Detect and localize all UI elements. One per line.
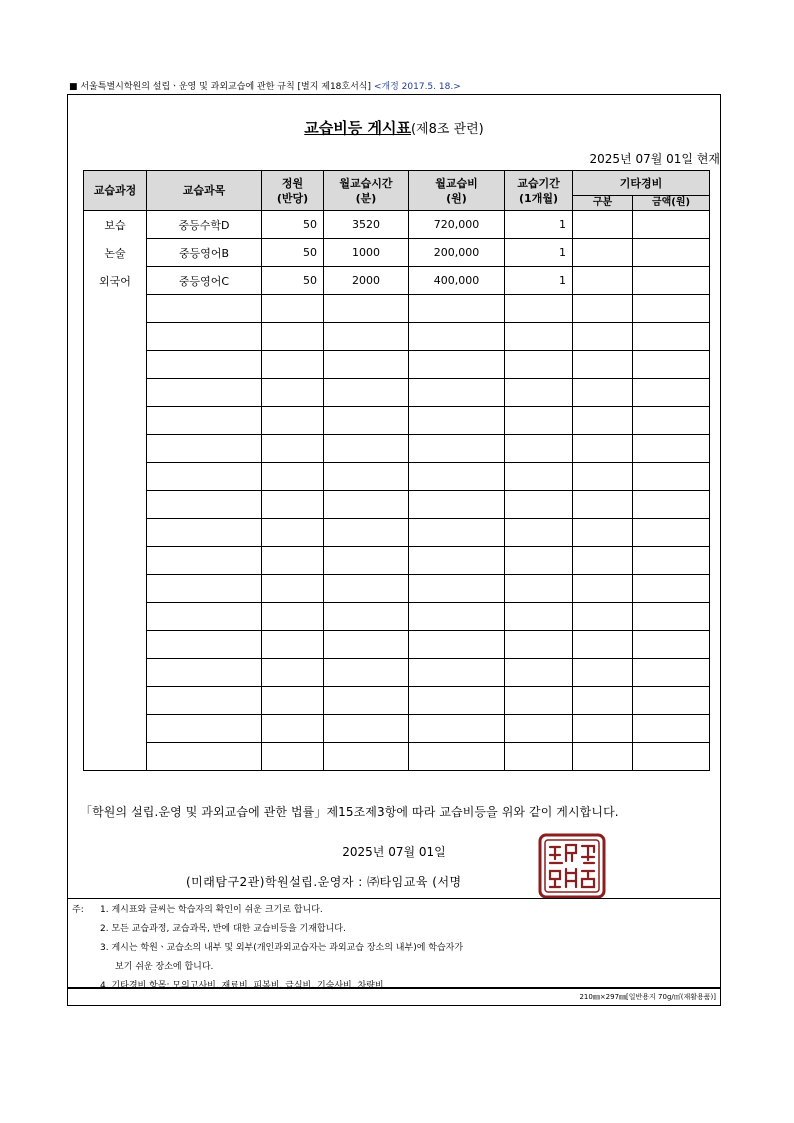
header-capacity (262, 171, 324, 211)
header-hours (324, 171, 409, 211)
table-row-empty (84, 687, 710, 715)
empty-cell (324, 687, 409, 715)
other-amount-cell (633, 239, 710, 267)
empty-cell (324, 743, 409, 771)
posting-statement: 「학원의 설립.운영 및 과외교습에 관한 법률」제15조제3항에 따라 교습비등을 위와 같이 게시합니다. (80, 805, 619, 819)
notes-divider (68, 898, 720, 899)
empty-cell (262, 547, 324, 575)
empty-cell (409, 463, 505, 491)
empty-cell (262, 351, 324, 379)
empty-cell (409, 575, 505, 603)
operator-line: (미래탐구2관)학원설립.운영자 : ㈜타임교육 (서명 (186, 875, 462, 889)
header-hours-line2: (분) (355, 191, 377, 205)
empty-cell (633, 435, 710, 463)
as-of-date: 2025년 07월 01일 현재 (589, 152, 720, 166)
form-frame (67, 94, 721, 1006)
empty-cell (633, 351, 710, 379)
table-row-empty (84, 547, 710, 575)
empty-cell (84, 323, 147, 351)
empty-cell (573, 323, 633, 351)
empty-cell (147, 659, 262, 687)
course-cell: 외국어 (84, 267, 147, 295)
empty-cell (324, 547, 409, 575)
table-row-empty (84, 435, 710, 463)
header-period-line1: 교습기간 (517, 176, 560, 190)
period-cell: 1 (505, 211, 573, 239)
empty-cell (262, 323, 324, 351)
empty-cell (262, 603, 324, 631)
fee-cell: 720,000 (409, 211, 505, 239)
hours-cell: 2000 (324, 267, 409, 295)
empty-cell (409, 603, 505, 631)
empty-cell (633, 659, 710, 687)
hours-cell: 1000 (324, 239, 409, 267)
empty-cell (262, 519, 324, 547)
empty-cell (573, 491, 633, 519)
table-row (84, 267, 710, 295)
header-fee-line1: 월교습비 (435, 176, 478, 190)
empty-cell (633, 547, 710, 575)
empty-cell (84, 407, 147, 435)
empty-cell (147, 631, 262, 659)
subject-cell: 중등영어C (147, 267, 262, 295)
empty-cell (633, 631, 710, 659)
empty-cell (573, 435, 633, 463)
empty-cell (409, 379, 505, 407)
empty-cell (505, 659, 573, 687)
empty-cell (505, 743, 573, 771)
empty-cell (324, 463, 409, 491)
empty-cell (324, 715, 409, 743)
fee-cell: 400,000 (409, 267, 505, 295)
empty-cell (262, 659, 324, 687)
empty-cell (147, 379, 262, 407)
empty-cell (262, 575, 324, 603)
header-subject: 교습과목 (147, 171, 262, 211)
fee-table (83, 170, 710, 771)
other-type-cell (573, 211, 633, 239)
empty-cell (633, 715, 710, 743)
table-row-empty (84, 491, 710, 519)
empty-cell (324, 351, 409, 379)
empty-cell (633, 323, 710, 351)
empty-cell (409, 687, 505, 715)
table-row-empty (84, 295, 710, 323)
empty-cell (573, 575, 633, 603)
empty-cell (633, 575, 710, 603)
empty-cell (409, 407, 505, 435)
empty-cell (324, 407, 409, 435)
empty-cell (409, 743, 505, 771)
period-cell: 1 (505, 239, 573, 267)
empty-cell (505, 323, 573, 351)
header-fee (409, 171, 505, 211)
empty-cell (324, 435, 409, 463)
empty-cell (633, 687, 710, 715)
empty-cell (147, 575, 262, 603)
empty-cell (633, 743, 710, 771)
empty-cell (147, 491, 262, 519)
empty-cell (84, 519, 147, 547)
empty-cell (262, 463, 324, 491)
empty-cell (633, 519, 710, 547)
subject-cell: 중등영어B (147, 239, 262, 267)
empty-cell (409, 491, 505, 519)
header-other-amount: 금액(원) (633, 196, 710, 211)
course-cell: 보습 (84, 211, 147, 239)
period-cell: 1 (505, 267, 573, 295)
empty-cell (633, 295, 710, 323)
empty-cell (505, 631, 573, 659)
empty-cell (324, 659, 409, 687)
empty-cell (409, 519, 505, 547)
empty-cell (147, 435, 262, 463)
empty-cell (409, 631, 505, 659)
form-reference-text: ■ 서울특별시학원의 설립ㆍ운영 및 과외교습에 관한 규칙 [별지 제18호서식] (69, 82, 371, 92)
capacity-cell: 50 (262, 267, 324, 295)
empty-cell (409, 659, 505, 687)
header-other-type: 구분 (573, 196, 633, 211)
table-row-empty (84, 743, 710, 771)
empty-cell (409, 715, 505, 743)
empty-cell (573, 519, 633, 547)
header-capacity-line2: (반당) (276, 191, 309, 205)
empty-cell (147, 687, 262, 715)
empty-cell (84, 631, 147, 659)
empty-cell (505, 687, 573, 715)
empty-cell (262, 379, 324, 407)
table-row-empty (84, 631, 710, 659)
empty-cell (84, 379, 147, 407)
table-row-empty (84, 659, 710, 687)
table-row (84, 211, 710, 239)
empty-cell (505, 463, 573, 491)
empty-cell (324, 631, 409, 659)
company-seal-icon (538, 833, 606, 899)
empty-cell (84, 295, 147, 323)
table-row-empty (84, 407, 710, 435)
empty-cell (505, 547, 573, 575)
empty-cell (573, 295, 633, 323)
empty-cell (147, 295, 262, 323)
other-type-cell (573, 267, 633, 295)
empty-cell (409, 435, 505, 463)
empty-cell (262, 295, 324, 323)
empty-cell (324, 491, 409, 519)
empty-cell (573, 463, 633, 491)
empty-cell (505, 715, 573, 743)
note-item: 2. 모든 교습과정, 교습과목, 반에 대한 교습비등을 기재합니다. (100, 924, 346, 934)
table-row-empty (84, 519, 710, 547)
empty-cell (573, 743, 633, 771)
header-period (505, 171, 573, 211)
header-course: 교습과정 (84, 171, 147, 211)
empty-cell (505, 491, 573, 519)
empty-cell (573, 407, 633, 435)
empty-cell (262, 631, 324, 659)
empty-cell (573, 687, 633, 715)
empty-cell (573, 603, 633, 631)
form-reference (69, 79, 461, 92)
empty-cell (633, 379, 710, 407)
empty-cell (324, 575, 409, 603)
empty-cell (84, 743, 147, 771)
empty-cell (505, 295, 573, 323)
empty-cell (84, 435, 147, 463)
empty-cell (324, 323, 409, 351)
empty-cell (147, 547, 262, 575)
note-item: 1. 게시표와 글씨는 학습자의 확인이 쉬운 크기로 합니다. (100, 905, 323, 915)
title-sub: (제8조 관련) (410, 122, 484, 137)
header-other: 기타경비 (573, 171, 710, 196)
note-item: 3. 게시는 학원ㆍ교습소의 내부 및 외부(개인과외교습자는 과외교습 장소의 내부)에 학습자가 (100, 943, 464, 953)
table-row-empty (84, 575, 710, 603)
header-hours-line1: 월교습시간 (339, 176, 393, 190)
empty-cell (573, 351, 633, 379)
empty-cell (262, 407, 324, 435)
empty-cell (633, 407, 710, 435)
note-item: 보기 쉬운 장소에 합니다. (115, 962, 214, 972)
empty-cell (505, 407, 573, 435)
empty-cell (262, 435, 324, 463)
empty-cell (505, 379, 573, 407)
table-row-empty (84, 323, 710, 351)
empty-cell (505, 435, 573, 463)
empty-cell (409, 323, 505, 351)
page-title (68, 117, 720, 138)
posting-date: 2025년 07월 01일 (342, 845, 446, 859)
empty-cell (573, 631, 633, 659)
subject-cell: 중등수학D (147, 211, 262, 239)
title-main: 교습비등 게시표 (304, 119, 411, 137)
empty-cell (324, 603, 409, 631)
paper-spec: 210㎜×297㎜[일반용지 70g/㎡(재활용품)] (579, 993, 716, 1001)
notes (72, 901, 463, 996)
empty-cell (409, 295, 505, 323)
empty-cell (147, 351, 262, 379)
empty-cell (84, 715, 147, 743)
empty-cell (84, 351, 147, 379)
other-type-cell (573, 239, 633, 267)
fee-cell: 200,000 (409, 239, 505, 267)
table-row-empty (84, 351, 710, 379)
empty-cell (262, 491, 324, 519)
empty-cell (84, 463, 147, 491)
table-row-empty (84, 603, 710, 631)
note-item: 4. 기타경비 항목: 모의고사비, 재료비, 피복비, 급식비, 기숙사비, 차량비 (100, 981, 384, 991)
hours-cell: 3520 (324, 211, 409, 239)
empty-cell (84, 547, 147, 575)
empty-cell (262, 715, 324, 743)
empty-cell (633, 463, 710, 491)
revision-note: <개정 2017.5. 18.> (373, 82, 461, 92)
footer-divider (68, 987, 720, 989)
empty-cell (147, 323, 262, 351)
header-fee-line2: (원) (446, 191, 467, 205)
empty-cell (409, 547, 505, 575)
empty-cell (505, 603, 573, 631)
empty-cell (573, 547, 633, 575)
other-amount-cell (633, 267, 710, 295)
empty-cell (324, 379, 409, 407)
empty-cell (505, 575, 573, 603)
empty-cell (84, 491, 147, 519)
empty-cell (633, 603, 710, 631)
empty-cell (147, 603, 262, 631)
empty-cell (147, 407, 262, 435)
empty-cell (147, 743, 262, 771)
other-amount-cell (633, 211, 710, 239)
empty-cell (262, 687, 324, 715)
empty-cell (573, 379, 633, 407)
table-row-empty (84, 715, 710, 743)
header-capacity-line1: 정원 (281, 176, 304, 190)
empty-cell (573, 659, 633, 687)
empty-cell (324, 519, 409, 547)
empty-cell (409, 351, 505, 379)
empty-cell (505, 519, 573, 547)
table-row-empty (84, 379, 710, 407)
empty-cell (147, 519, 262, 547)
capacity-cell: 50 (262, 239, 324, 267)
empty-cell (262, 743, 324, 771)
table-row (84, 239, 710, 267)
empty-cell (147, 463, 262, 491)
empty-cell (324, 295, 409, 323)
header-period-line2: (1개월) (519, 191, 558, 205)
empty-cell (147, 715, 262, 743)
empty-cell (84, 575, 147, 603)
table-row-empty (84, 463, 710, 491)
empty-cell (84, 687, 147, 715)
empty-cell (573, 715, 633, 743)
empty-cell (505, 351, 573, 379)
notes-label: 주: (72, 905, 84, 915)
empty-cell (84, 659, 147, 687)
capacity-cell: 50 (262, 211, 324, 239)
empty-cell (633, 491, 710, 519)
course-cell: 논술 (84, 239, 147, 267)
empty-cell (84, 603, 147, 631)
